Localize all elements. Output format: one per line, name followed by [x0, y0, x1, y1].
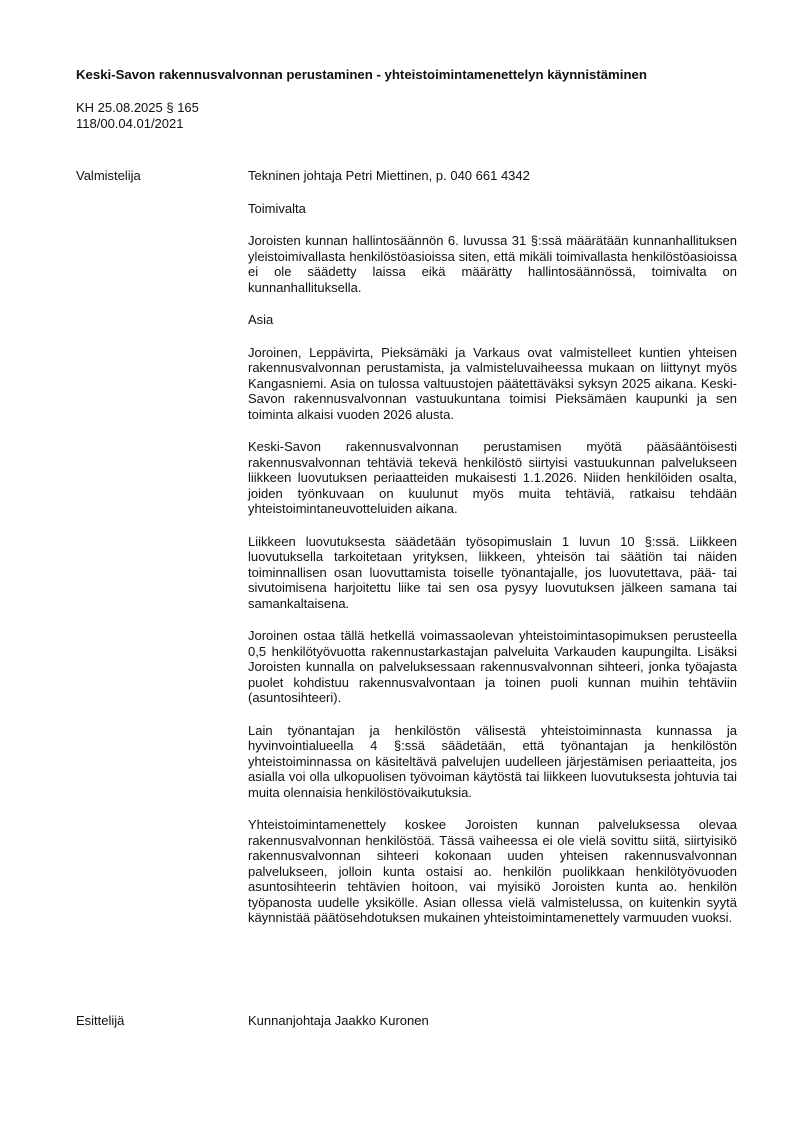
matter-paragraph-2: Keski-Savon rakennusvalvonnan perustamisen myötä pääsääntöisesti rakennusvalvonnan tehtäviä tekevä henkilöstö siirtyisi vastuukunnan palvelukseen liikkeen luovutuksen periaatteiden mukaisesti 1.1.2026. Niiden henkilöiden osalta, joiden työnkuvaan on kuulunut myös muita tehtäviä, ratkaisu tehdään yhteistoimintaneuvotteluiden aikana.	[248, 439, 737, 516]
matter-paragraph-6: Yhteistoimintamenettely koskee Joroisten kunnan palveluksessa olevaa rakennusvalvonnan henkilöstöä. Tässä vaiheessa ei ole vielä sovittu siitä, siirtyisikö rakennusvalvonnan sihteeri kokonaan uuden yhteisen rakennusvalvonnan palvelukseen, jolloin kunta ostaisi ao. henkilön puolikkaan henkilötyövuoden asuntosihteerin tehtävien hoitoon, vai myisikö Joroisten kunta ao. henkilön työpanosta uudelle yksikölle. Asian ollessa vielä valmistelussa, on kuitenkin syytä käynnistää päätösehdotuksen mukainen yhteistoimintamenettely varmuuden vuoksi.	[248, 817, 737, 925]
main-content	[248, 168, 737, 926]
presenter-name: Kunnanjohtaja Jaakko Kuronen	[248, 1013, 429, 1028]
document-meta	[76, 100, 199, 132]
matter-paragraph-1: Joroinen, Leppävirta, Pieksämäki ja Varkaus ovat valmistelleet kuntien yhteisen rakennusvalvonnan perustamista, ja valmisteluvaiheessa mukaan on liittynyt myös Kangasniemi. Asia on tulossa valtuustojen päätettäväksi syksyn 2025 aikana. Keski-Savon rakennusvalvonnan vastuukuntana toimisi Pieksämäen kaupunki ja sen toiminta alkaisi vuoden 2026 alusta.	[248, 344, 737, 422]
authority-heading: Toimivalta	[248, 200, 306, 216]
preparer-name: Tekninen johtaja Petri Miettinen, p. 040 661 4342	[248, 168, 530, 183]
meeting-reference: KH 25.08.2025 § 165	[76, 100, 199, 115]
presenter-label: Esittelijä	[76, 1013, 125, 1028]
authority-paragraph: Joroisten kunnan hallintosäännön 6. luvussa 31 §:ssä määrätään kunnanhallituksen yleistoimivallasta henkilöstöasioissa siten, että mikäli toimivallasta henkilöstöasioissa ei ole säädetty laissa eikä määrätty hallintosäännössä, toimivalta on kunnanhallituksella.	[248, 233, 737, 295]
preparer-label: Valmistelija	[76, 168, 141, 183]
matter-paragraph-5: Lain työnantajan ja henkilöstön välisestä yhteistoiminnasta kunnassa ja hyvinvointialueella 4 §:ssä säädetään, että työnantajan ja henkilöstön yhteistoiminnassa on käsiteltävä palvelujen uudelleen järjestämisen periaatteita, jos asialla voi olla ulkopuolisen työvoiman käytöstä tai liikkeen luovutuksesta johtuvia tai muita olennaisia henkilöstövaikutuksia.	[248, 722, 737, 800]
record-number: 118/00.04.01/2021	[76, 116, 184, 131]
document-title: Keski-Savon rakennusvalvonnan perustaminen - yhteistoimintamenettelyn käynnistäminen	[76, 67, 647, 82]
matter-heading: Asia	[248, 312, 274, 327]
matter-paragraph-3: Liikkeen luovutuksesta säädetään työsopimuslain 1 luvun 10 §:ssä. Liikkeen luovutuksella tarkoitetaan yrityksen, liikkeen, yhteisön tai säätiön tai näiden toiminnallisen osan luovuttamista toiselle työnantajalle, jos luovutettava, pää- tai sivutoimisena harjoitettu liike tai sen osa pysyy luovutuksen jälkeen samana tai samankaltaisena.	[248, 533, 737, 611]
matter-paragraph-4: Joroinen ostaa tällä hetkellä voimassaolevan yhteistoimintasopimuksen perusteella 0,5 henkilötyövuotta rakennustarkastajan palveluita Varkauden kaupungilta. Lisäksi Joroisten kunnalla on palveluksessaan rakennusvalvonnan sihteeri, jonka työajasta puolet kohdistuu rakennusvalvontaan ja toinen puoli kunnan muihin tehtäviin (asuntosihteeri).	[248, 628, 737, 705]
